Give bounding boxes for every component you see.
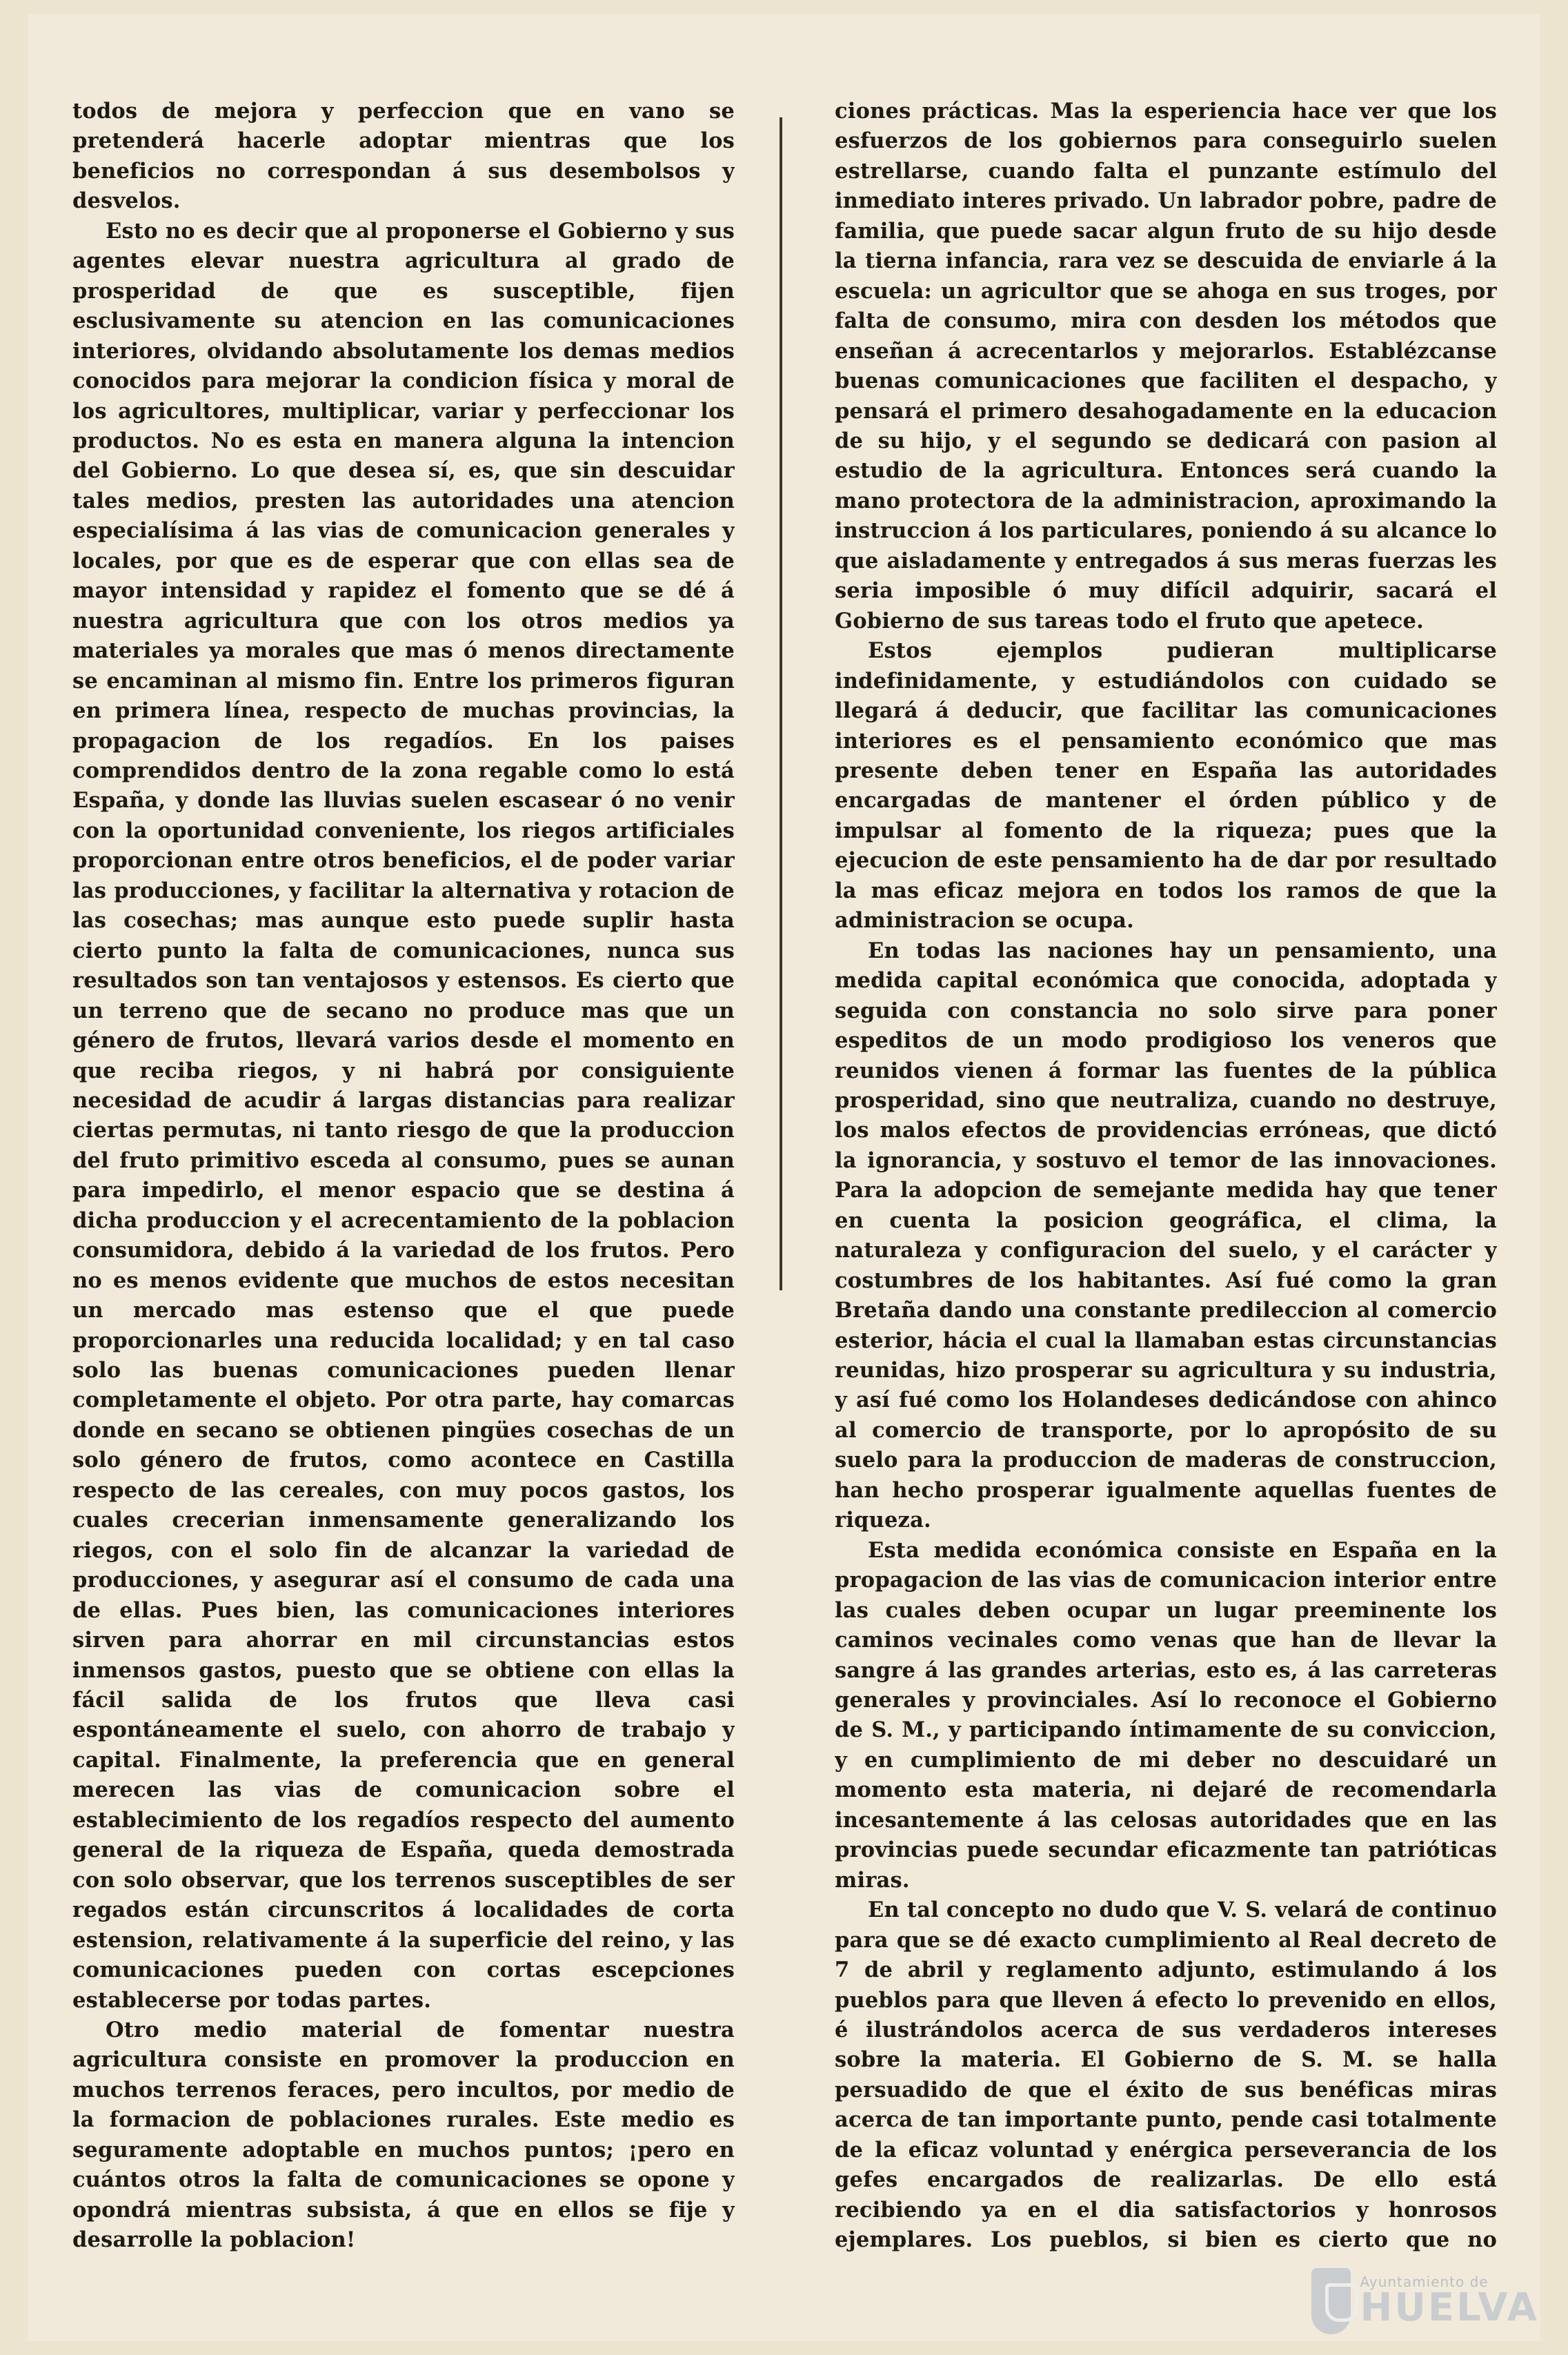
- column-divider: [780, 117, 782, 1290]
- left-paragraph-1: todos de mejora y perfeccion que en vano se pretenderá hacerle adoptar mientras que los beneficios no correspondan á sus desembolsos y desvelos.: [72, 99, 735, 214]
- right-paragraph-2: Estos ejemplos pudieran multiplicarse indefinidamente, y estudiándolos con cuidado se llegará á deducir, que facilitar las comunicaciones interiores es el pensamiento económico que mas presente deben tener en España las autoridades encargadas de mantener el órden público y de impulsar al fomento de la riqueza; pues que la ejecucion de este pensamiento ha de dar por resultado la mas eficaz mejora en todos los ramos de que la administracion se ocupa.: [835, 638, 1497, 934]
- archive-watermark: [1311, 2260, 1539, 2343]
- left-paragraph-2: Esto no es decir que al proponerse el Gobierno y sus agentes elevar nuestra agricultura al grado de prosperidad de que es susceptible, fijen esclusivamente su atencion en las comunicaciones interiores, olvidando absolutamente los demas medios conocidos para mejorar la condicion física y moral de los agricultores, multiplicar, variar y perfeccionar los productos. No es esta en manera alguna la intencion del Gobierno. Lo que desea sí, es, que sin descuidar tales medios, presten las autoridades una atencion especialísima á las vias de comunicacion generales y locales, por que es de esperar que con ellas sea de mayor intensidad y rapidez el fomento que se dé á nuestra agricultura que con los otros medios ya materiales ya morales que mas ó menos directamente se encaminan al mismo fin. Entre los primeros figuran en primera línea, respecto de muchas provincias, la propagacion de los regadíos. En los paises comprendidos dentro de la zona regable como lo está España, y donde las lluvias suelen escasear ó no venir con la oportunidad conveniente, los riegos artificiales proporcionan entre otros beneficios, el de poder variar las producciones, y facilitar la alternativa y rotacion de las cosechas; mas aunque esto puede suplir hasta cierto punto la falta de comunicaciones, nunca sus resultados son tan ventajosos y estensos. Es cierto que un terreno que de secano no produce mas que un género de frutos, llevará varios desde el momento en que reciba riegos, y ni habrá por consiguiente necesidad de acudir á largas distancias para realizar ciertas permutas, ni tanto riesgo de que la produccion del fruto primitivo esceda al consumo, pues se aunan para impedirlo, el menor espacio que se destina á dicha produccion y el acrecentamiento de la poblacion consumidora, debido á la variedad de los frutos. Pero no es menos evidente que muchos de estos necesitan un mercado mas estenso que el que puede proporcionarles una reducida localidad; y en tal caso solo las buenas comunicaciones pueden llenar completamente el objeto. Por otra parte, hay comarcas donde en secano se obtienen pingües cosechas de un solo género de frutos, como acontece en Castilla respecto de las cereales, con muy pocos gastos, los cuales crecerian inmensamente generalizando los riegos, con el solo fin de alcanzar la variedad de producciones, y asegurar así el consumo de cada una de ellas. Pues bien, las comunicaciones interiores sirven para ahorrar en mil circunstancias estos inmensos gastos, puesto que se obtiene con ellas la fácil salida de los frutos que lleva casi espontáneamente el suelo, con ahorro de trabajo y capital. Finalmente, la preferencia que en general merecen las vias de comunicacion sobre el establecimiento de los regadíos respecto del aumento general de la riqueza de España, queda demostrada con solo observar, que los terrenos susceptibles de ser regados están circunscritos á localidades de corta estension, relativamente á la superficie del reino, y las comunicaciones pueden con cortas escepciones establecerse por todas partes.: [72, 218, 735, 2013]
- right-paragraph-4: Esta medida económica consiste en España en la propagacion de las vias de comunicacion interior entre las cuales deben ocupar un lugar preeminente los caminos vecinales como venas que han de llevar la sangre á las grandes arterias, esto es, á las carreteras generales y provinciales. Así lo reconoce el Gobierno de S. M., y participando íntimamente de su conviccion, y en cumplimiento de mi deber no descuidaré un momento esta materia, ni dejaré de recomendarla incesantemente á las celosas autoridades que en las provincias puede secundar eficazmente tan patrióticas miras.: [835, 1537, 1497, 1893]
- watermark-small-text: Ayuntamiento de: [1360, 2274, 1489, 2290]
- right-paragraph-3: En todas las naciones hay un pensamiento, una medida capital económica que conocida, adoptada y seguida con constancia no solo sirve para poner espeditos de un modo prodigioso los veneros que reunidos vienen á formar las fuentes de la pública prosperidad, sino que neutraliza, cuando no destruye, los malos efectos de providencias erróneas, que dictó la ignorancia, y sostuvo el temor de las innovaciones. Para la adopcion de semejante medida hay que tener en cuenta la posicion geográfica, el clima, la naturaleza y configuracion del suelo, y el carácter y costumbres de los habitantes. Así fué como la gran Bretaña dando una constante predileccion al comercio esterior, hácia el cual la llamaban estas circunstancias reunidas, hizo prosperar su agricultura y su industria, y así fué como los Holandeses dedicándose con ahinco al comercio de transporte, por lo apropósito de su suelo para la produccion de maderas de construccion, han hecho prosperar igualmente aquellas fuentes de riqueza.: [835, 938, 1497, 1533]
- newspaper-page: [28, 14, 1540, 2341]
- shield-icon: [1311, 2268, 1351, 2334]
- watermark-big-text: HUELVA: [1360, 2285, 1539, 2330]
- watermark-text: [1360, 2274, 1539, 2330]
- left-paragraph-3: Otro medio material de fomentar nuestra agricultura consiste en promover la produccion en muchos terrenos feraces, pero incultos, por medio de la formacion de poblaciones rurales. Este medio es seguramente adoptable en muchos puntos; ¡pero en cuántos otros la falta de comunicaciones se opone y opondrá mientras subsista, á que en ellos se fije y desarrolle la poblacion!: [72, 2018, 735, 2253]
- left-column: [72, 97, 735, 2256]
- right-column: [835, 97, 1497, 2256]
- right-paragraph-1: ciones prácticas. Mas la esperiencia hace ver que los esfuerzos de los gobiernos para conseguirlo suelen estrellarse, cuando falta el punzante estímulo del inmediato interes privado. Un labrador pobre, padre de familia, que puede sacar algun fruto de su hijo desde la tierna infancia, rara vez se descuida de enviarle á la escuela: un agricultor que se ahoga en sus troges, por falta de consumo, mira con desden los métodos que enseñan á acrecentarlos y mejorarlos. Establézcanse buenas comunicaciones que faciliten el despacho, y pensará el primero desahogadamente en la educacion de su hijo, y el segundo se dedicará con pasion al estudio de la agricultura. Entonces será cuando la mano protectora de la administracion, aproximando la instruccion á los particulares, poniendo á su alcance lo que aisladamente y entregados á sus meras fuerzas les seria imposible ó muy difícil adquirir, sacará el Gobierno de sus tareas todo el fruto que apetece.: [835, 99, 1497, 633]
- right-paragraph-5: En tal concepto no dudo que V. S. velará de continuo para que se dé exacto cumplimiento al Real decreto de 7 de abril y reglamento adjunto, estimulando á los pueblos para que lleven á efecto lo prevenido en ellos, é ilustrándolos acerca de sus verdaderos intereses sobre la materia. El Gobierno de S. M. se halla persuadido de que el éxito de sus benéficas miras acerca de tan importante punto, pende casi totalmente de la eficaz voluntad y enérgica perseverancia de los gefes encargados de realizarlas. De ello está recibiendo ya en el dia satisfactorios y honrosos ejemplares. Los pueblos, si bien es cierto que no: [835, 1898, 1497, 2253]
